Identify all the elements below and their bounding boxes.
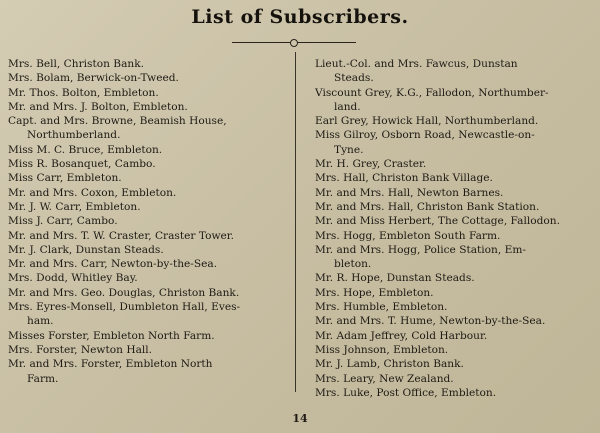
subscriber-entry-line: Mrs. Humble, Embleton. xyxy=(315,301,448,314)
subscriber-entry-line: Mr. J. W. Carr, Embleton. xyxy=(8,200,141,213)
subscriber-entry xyxy=(315,300,595,314)
subscriber-entry-line: bleton. xyxy=(334,258,372,271)
subscriber-entry-line: Mr. and Mrs. Hall, Newton Barnes. xyxy=(315,186,504,199)
subscriber-entry xyxy=(8,86,288,100)
subscribers-right-column xyxy=(315,57,595,400)
subscriber-entry xyxy=(8,71,288,85)
subscriber-entry-line: Mrs. Hall, Christon Bank Village. xyxy=(315,172,493,185)
subscriber-entry-line: land. xyxy=(334,100,361,113)
subscriber-entry-line: Viscount Grey, K.G., Fallodon, Northumber- xyxy=(315,86,549,99)
subscriber-entry xyxy=(8,286,288,300)
subscriber-entry-line: Mr. and Mrs. Hogg, Police Station, Em- xyxy=(315,243,526,256)
subscriber-entry-line: Steads. xyxy=(334,72,374,85)
subscriber-entry xyxy=(315,128,595,157)
subscriber-entry-line: Miss J. Carr, Cambo. xyxy=(8,215,118,228)
subscriber-entry-line: Mrs. Forster, Newton Hall. xyxy=(8,343,153,356)
subscriber-entry-line: Mr. Thos. Bolton, Embleton. xyxy=(8,86,159,99)
subscriber-entry-line: ham. xyxy=(27,315,54,328)
subscriber-entry xyxy=(315,114,595,128)
subscriber-entry-line: Mr. and Mrs. Hall, Christon Bank Station. xyxy=(315,200,540,213)
subscriber-entry xyxy=(8,257,288,271)
page-title: List of Subscribers. xyxy=(191,6,409,28)
subscriber-entry-line: Mrs. Eyres-Monsell, Dumbleton Hall, Eves- xyxy=(8,301,241,314)
subscriber-entry-line: Mr. and Mrs. T. W. Craster, Craster Tower. xyxy=(8,229,235,242)
subscriber-entry xyxy=(315,229,595,243)
subscriber-entry xyxy=(8,114,288,143)
subscriber-entry xyxy=(315,200,595,214)
subscriber-entry xyxy=(315,343,595,357)
subscriber-entry-line: Miss Johnson, Embleton. xyxy=(315,343,449,356)
subscriber-entry xyxy=(315,314,595,328)
subscriber-entry xyxy=(8,57,288,71)
subscriber-entry xyxy=(315,271,595,285)
subscriber-entry xyxy=(315,157,595,171)
subscriber-entry xyxy=(8,357,288,386)
subscriber-entry xyxy=(8,100,288,114)
subscriber-entry xyxy=(8,171,288,185)
subscriber-entry xyxy=(315,386,595,400)
subscriber-entry xyxy=(8,143,288,157)
subscriber-entry xyxy=(8,157,288,171)
subscriber-entry xyxy=(315,372,595,386)
subscriber-entry-line: Mr. and Mrs. J. Bolton, Embleton. xyxy=(8,100,188,113)
subscriber-entry-line: Capt. and Mrs. Browne, Beamish House, xyxy=(8,115,227,128)
subscriber-entry-line: Miss M. C. Bruce, Embleton. xyxy=(8,143,163,156)
subscriber-entry-line: Mr. and Mrs. Coxon, Embleton. xyxy=(8,186,177,199)
subscriber-entry xyxy=(315,214,595,228)
subscriber-entry-line: Mr. and Mrs. T. Hume, Newton-by-the-Sea. xyxy=(315,315,546,328)
subscriber-entry xyxy=(8,200,288,214)
subscriber-entry-line: Mr. J. Lamb, Christon Bank. xyxy=(315,358,464,371)
subscribers-left-column xyxy=(8,57,288,386)
subscriber-entry-line: Mrs. Dodd, Whitley Bay. xyxy=(8,272,138,285)
subscriber-entry-line: Miss Gilroy, Osborn Road, Newcastle-on- xyxy=(315,129,535,142)
subscriber-entry-line: Tyne. xyxy=(334,143,364,156)
subscriber-entry-line: Farm. xyxy=(27,372,59,385)
subscriber-entry-line: Mr. and Mrs. Carr, Newton-by-the-Sea. xyxy=(8,258,218,271)
subscriber-entry-line: Mr. Adam Jeffrey, Cold Harbour. xyxy=(315,329,488,342)
ornament-dot xyxy=(290,39,298,47)
subscriber-entry-line: Mr. and Mrs. Geo. Douglas, Christon Bank. xyxy=(8,286,240,299)
subscriber-entry-line: Mrs. Bell, Christon Bank. xyxy=(8,58,145,70)
subscriber-entry-line: Misses Forster, Embleton North Farm. xyxy=(8,329,215,342)
subscriber-entry xyxy=(8,300,288,329)
subscriber-entry xyxy=(315,286,595,300)
subscriber-entry xyxy=(315,357,595,371)
subscriber-entry-line: Mr. and Miss Herbert, The Cottage, Fallodon. xyxy=(315,215,561,228)
subscriber-entry-line: Mrs. Luke, Post Office, Embleton. xyxy=(315,386,497,399)
subscriber-entry-line: Miss R. Bosanquet, Cambo. xyxy=(8,158,156,171)
subscriber-entry-line: Mrs. Leary, New Zealand. xyxy=(315,372,454,385)
subscriber-entry-line: Lieut.-Col. and Mrs. Fawcus, Dunstan xyxy=(315,58,518,70)
subscriber-entry xyxy=(315,243,595,272)
subscriber-entry xyxy=(315,86,595,115)
subscriber-entry xyxy=(8,343,288,357)
subscriber-entry-line: Mrs. Bolam, Berwick-on-Tweed. xyxy=(8,72,179,85)
subscriber-entry-line: Mr. J. Clark, Dunstan Steads. xyxy=(8,243,164,256)
subscriber-entry-line: Mr. H. Grey, Craster. xyxy=(315,158,427,171)
subscriber-entry xyxy=(315,186,595,200)
subscriber-entry xyxy=(8,186,288,200)
subscriber-entry xyxy=(8,329,288,343)
subscriber-entry xyxy=(315,57,595,86)
subscriber-entry-line: Mr. R. Hope, Dunstan Steads. xyxy=(315,272,475,285)
subscriber-entry xyxy=(8,243,288,257)
subscriber-entry xyxy=(315,329,595,343)
subscriber-entry xyxy=(315,171,595,185)
subscriber-entry-line: Northumberland. xyxy=(27,129,121,142)
subscriber-entry-line: Mr. and Mrs. Forster, Embleton North xyxy=(8,358,213,371)
column-divider xyxy=(295,52,296,392)
subscriber-entry-line: Earl Grey, Howick Hall, Northumberland. xyxy=(315,115,539,128)
page-number: 14 xyxy=(292,412,308,425)
subscriber-entry-line: Miss Carr, Embleton. xyxy=(8,172,122,185)
subscriber-entry xyxy=(8,229,288,243)
subscriber-entry-line: Mrs. Hogg, Embleton South Farm. xyxy=(315,229,501,242)
title-ornament xyxy=(232,39,356,47)
subscriber-entry-line: Mrs. Hope, Embleton. xyxy=(315,286,434,299)
subscriber-entry xyxy=(8,214,288,228)
subscriber-entry xyxy=(8,271,288,285)
